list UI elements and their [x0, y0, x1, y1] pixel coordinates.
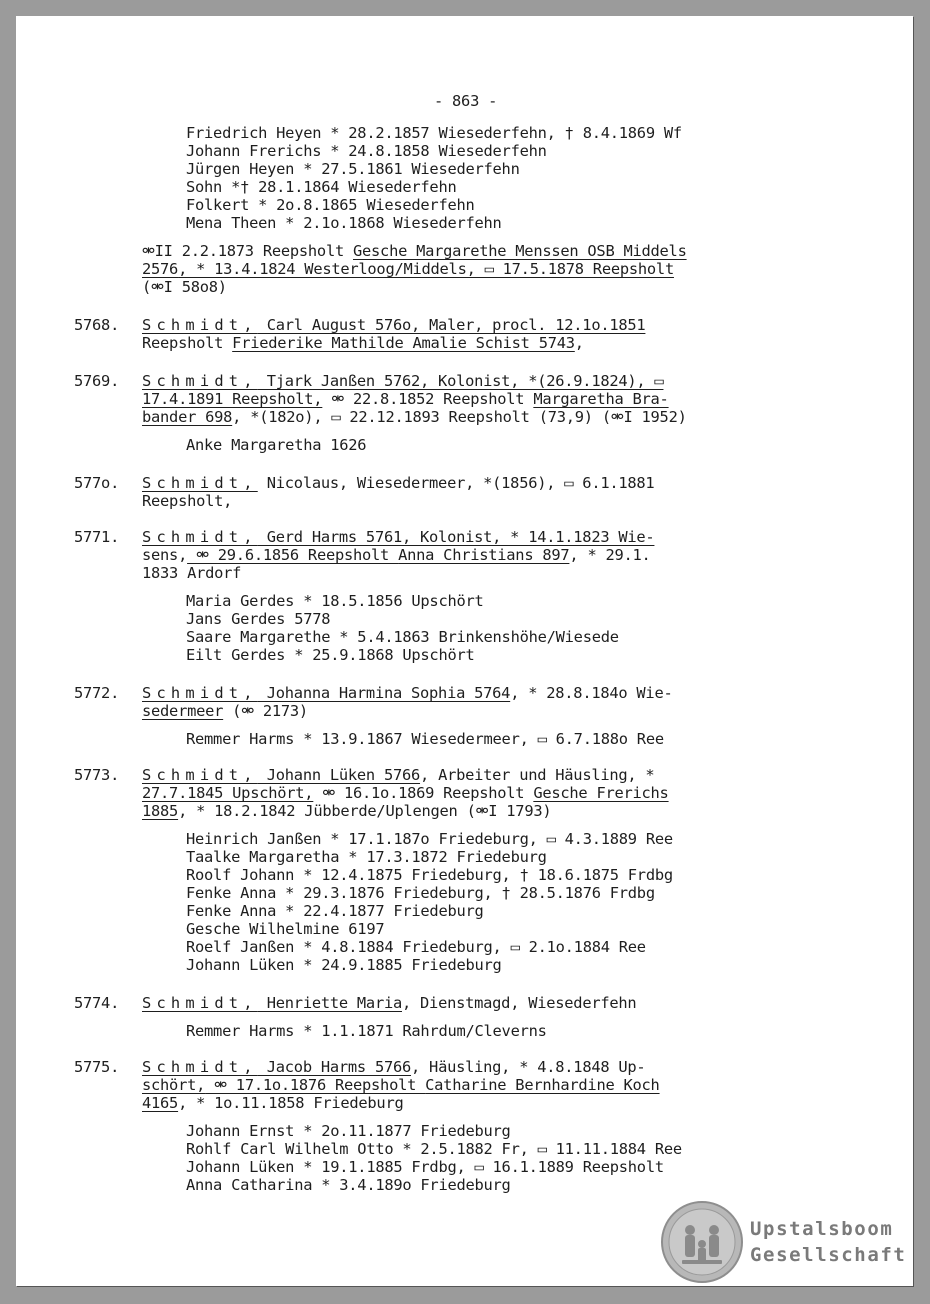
- entry-line: [142, 702, 308, 721]
- spouse-ref: 1885: [142, 802, 179, 820]
- surname: Schmidt,: [142, 766, 258, 784]
- spouse-name: Gesche Frerichs: [533, 784, 669, 802]
- spouse-ref: 2576: [142, 260, 179, 278]
- child-line: Folkert * 2o.8.1865 Wiesederfehn: [186, 196, 475, 214]
- child-line: Taalke Margaretha * 17.3.1872 Friedeburg: [186, 848, 547, 866]
- child-line: Roolf Johann * 12.4.1875 Friedeburg, † 18.6.1875 Frdbg: [186, 866, 673, 884]
- entry-text: ⚮ 16.1o.1869 Reepsholt: [313, 784, 534, 802]
- entry-line: [142, 528, 654, 547]
- entry-line: [142, 474, 654, 493]
- entry-text: 17.4.1891 Reepsholt,: [142, 390, 323, 408]
- entry-text: (⚮ 2173): [223, 702, 308, 720]
- entry-text: ⚮ 29.6.1856 Reepsholt: [187, 546, 399, 564]
- entry-text: Jacob Harms 5766: [257, 1058, 412, 1076]
- child-line: Mena Theen * 2.1o.1868 Wiesederfehn: [186, 214, 502, 232]
- surname: Schmidt,: [142, 684, 258, 702]
- entry-text: Nicolaus, Wiesedermeer, *(1856), ▭ 6.1.1881: [257, 474, 655, 492]
- entry-number: 5774.: [74, 994, 120, 1012]
- spouse-ref: 4165: [142, 1094, 179, 1112]
- entry-number: 5773.: [74, 766, 120, 784]
- entry-line: [142, 766, 654, 785]
- entry-text: Gerd Harms 5761, Kolonist, * 14.1.1823 Wie-: [257, 528, 655, 546]
- child-line: Roelf Janßen * 4.8.1884 Friedeburg, ▭ 2.1o.1884 Ree: [186, 938, 646, 956]
- child-line: Jans Gerdes 5778: [186, 610, 331, 628]
- entry-text: , * 18.2.1842 Jübberde/Uplengen (⚮I 1793): [178, 802, 552, 820]
- child-line: Johann Frerichs * 24.8.1858 Wiesederfehn: [186, 142, 547, 160]
- entry-text: Henriette Maria: [257, 994, 402, 1012]
- child-line: Fenke Anna * 29.3.1876 Friedeburg, † 28.5.1876 Frdbg: [186, 884, 655, 902]
- entry-text: , Dienstmagd, Wiesederfehn: [402, 994, 637, 1012]
- entry-text: ⚮ 17.1o.1876 Reepsholt: [205, 1076, 426, 1094]
- child-line: Rohlf Carl Wilhelm Otto * 2.5.1882 Fr, ▭ 11.11.1884 Ree: [186, 1140, 682, 1158]
- child-line: Maria Gerdes * 18.5.1856 Upschört: [186, 592, 484, 610]
- child-line: Eilt Gerdes * 25.9.1868 Upschört: [186, 646, 475, 664]
- entry-text: ⚮ 22.8.1852 Reepsholt: [322, 390, 534, 408]
- spouse-name: Gesche Margarethe Menssen OSB Middels: [353, 242, 687, 260]
- entry-line: [142, 784, 669, 803]
- entry-number: 5775.: [74, 1058, 120, 1076]
- entry-line: [142, 372, 663, 391]
- child-line: Johann Ernst * 2o.11.1877 Friedeburg: [186, 1122, 511, 1140]
- brand-watermark: [750, 1216, 906, 1268]
- child-line: Gesche Wilhelmine 6197: [186, 920, 385, 938]
- spouse-name: Friederike Mathilde Amalie Schist 5743: [232, 334, 575, 352]
- child-line: Remmer Harms * 1.1.1871 Rahrdum/Cleverns: [186, 1022, 547, 1040]
- entry-line: Reepsholt,: [142, 492, 233, 510]
- entry-text: Reepsholt: [142, 334, 233, 352]
- child-line: Anke Margaretha 1626: [186, 436, 367, 454]
- marriage-note-line: (⚮I 58o8): [142, 278, 227, 296]
- entry-text: , * 28.8.184o Wie-: [510, 684, 673, 702]
- entry-line: [142, 316, 645, 335]
- spouse-name: Margaretha Bra-: [533, 390, 669, 408]
- surname: Schmidt,: [142, 474, 258, 492]
- entry-line: [142, 334, 584, 353]
- page-number: - 863 -: [434, 92, 498, 110]
- child-line: Johann Lüken * 19.1.1885 Frdbg, ▭ 16.1.1889 Reepsholt: [186, 1158, 664, 1176]
- spouse-details: , * 13.4.1824 Westerloog/Middels, ▭ 17.5.1878 Reepsholt: [178, 260, 674, 278]
- entry-number: 577o.: [74, 474, 120, 492]
- entry-text: ,: [574, 334, 584, 352]
- entry-text: 27.7.1845 Upschört,: [142, 784, 314, 802]
- entry-text: , * 29.1.: [569, 546, 651, 564]
- entry-line: [142, 546, 651, 565]
- child-line: Anna Catharina * 3.4.189o Friedeburg: [186, 1176, 511, 1194]
- surname: Schmidt,: [142, 528, 258, 546]
- brand-line: Gesellschaft: [750, 1244, 907, 1266]
- entry-line: [142, 994, 636, 1013]
- spouse-name: Catharine Bernhardine Koch: [425, 1076, 660, 1094]
- entry-line: [142, 684, 672, 703]
- entry-text: Tjark Janßen 5762, Kolonist, *(26.9.1824), ▭: [257, 372, 664, 390]
- child-line: Friedrich Heyen * 28.2.1857 Wiesederfehn, † 8.4.1869 Wf: [186, 124, 682, 142]
- entry-number: 5771.: [74, 528, 120, 546]
- child-line: Fenke Anna * 22.4.1877 Friedeburg: [186, 902, 484, 920]
- child-line: Jürgen Heyen * 27.5.1861 Wiesederfehn: [186, 160, 520, 178]
- spouse-ref: bander 698: [142, 408, 233, 426]
- brand-line: Upstalsboom: [750, 1218, 894, 1240]
- entry-text: schört,: [142, 1076, 206, 1094]
- entry-text: Johanna Harmina Sophia 5764: [257, 684, 511, 702]
- entry-line: [142, 390, 669, 409]
- entry-text: , Arbeiter und Häusling, *: [420, 766, 655, 784]
- entry-text: , *(182o), ▭ 22.12.1893 Reepsholt (73,9) (⚮I 1952): [232, 408, 687, 426]
- marriage-text: ⚮II 2.2.1873 Reepsholt: [142, 242, 353, 260]
- entry-line: [142, 802, 551, 821]
- marriage-note-line: [142, 242, 687, 261]
- entry-line: [142, 1094, 403, 1113]
- entry-number: 5772.: [74, 684, 120, 702]
- child-line: Johann Lüken * 24.9.1885 Friedeburg: [186, 956, 502, 974]
- entry-text: , * 1o.11.1858 Friedeburg: [178, 1094, 404, 1112]
- entry-text: Johann Lüken 5766: [257, 766, 421, 784]
- entry-number: 5768.: [74, 316, 120, 334]
- entry-line: 1833 Ardorf: [142, 564, 242, 582]
- entry-text: sedermeer: [142, 702, 224, 720]
- marriage-note-line: [142, 260, 674, 279]
- entry-line: [142, 1076, 660, 1095]
- document-page: [16, 16, 913, 1286]
- surname: Schmidt,: [142, 994, 258, 1012]
- entry-line: [142, 1058, 645, 1077]
- surname: Schmidt,: [142, 372, 258, 390]
- entry-number: 5769.: [74, 372, 120, 390]
- entry-line: [142, 408, 687, 427]
- child-line: Remmer Harms * 13.9.1867 Wiesedermeer, ▭ 6.7.188o Ree: [186, 730, 664, 748]
- surname: Schmidt,: [142, 1058, 258, 1076]
- surname: Schmidt,: [142, 316, 258, 334]
- entry-text: , Häusling, * 4.8.1848 Up-: [411, 1058, 646, 1076]
- spouse-name: Anna Christians 897: [398, 546, 570, 564]
- child-line: Saare Margarethe * 5.4.1863 Brinkenshöhe/Wiesede: [186, 628, 619, 646]
- seal-logo-icon: [660, 1200, 744, 1284]
- child-line: Heinrich Janßen * 17.1.187o Friedeburg, ▭ 4.3.1889 Ree: [186, 830, 673, 848]
- entry-text: sens,: [142, 546, 188, 564]
- child-line: Sohn *† 28.1.1864 Wiesederfehn: [186, 178, 457, 196]
- entry-text: Carl August 576o, Maler, procl. 12.1o.1851: [257, 316, 646, 334]
- genealogy-text: [16, 16, 913, 1286]
